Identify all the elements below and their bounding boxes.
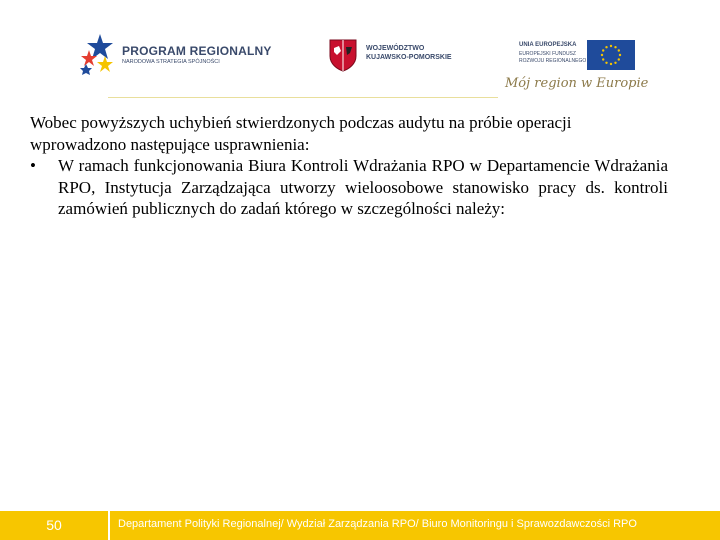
slogan: Mój region w Europie — [505, 76, 649, 91]
region-logo-line1: WOJEWÓDZTWO — [366, 45, 425, 52]
program-logo-subtitle: NARODOWA STRATEGIA SPÓJNOŚCI — [122, 59, 220, 65]
intro-paragraph: Wobec powyższych uchybień stwierdzonych podczas audytu na próbie operacji wprowadzono następujące usprawnienia: — [30, 113, 572, 154]
region-logo-line2: KUJAWSKO-POMORSKIE — [366, 54, 452, 61]
star-emblem-icon — [80, 32, 120, 77]
coat-of-arms-icon — [328, 38, 358, 72]
eu-flag-icon — [587, 40, 635, 70]
bullet-marker: • — [30, 156, 36, 175]
eu-logo-line1: UNIA EUROPEJSKA — [519, 42, 577, 48]
list-item — [30, 155, 668, 220]
program-logo-title: PROGRAM REGIONALNY — [122, 44, 272, 58]
eu-logo — [512, 38, 640, 74]
bullet-text: W ramach funkcjonowania Biura Kontroli Wdrażania RPO w Departamencie Wdrażania RPO, Instytucja Zarządzająca utworzy wieloosobowe stanowisko pracy ds. kontroli zamówień publicznych do zadań którego w szczególności należy: — [58, 156, 668, 218]
footer-text: Departament Polityki Regionalnej/ Wydział Zarządzania RPO/ Biuro Monitoringu i Sprawozdawczości RPO — [118, 518, 637, 530]
footer-bar — [0, 511, 720, 540]
footer-separator — [108, 511, 110, 540]
logo-bar — [0, 0, 720, 105]
wojewodztwo-logo — [328, 38, 478, 74]
header-divider — [108, 97, 498, 98]
eu-logo-line3: ROZWOJU REGIONALNEGO — [519, 58, 587, 64]
program-regionalny-logo — [80, 32, 280, 77]
page-number: 50 — [46, 517, 62, 533]
eu-logo-line2: EUROPEJSKI FUNDUSZ — [519, 51, 576, 57]
slide-content — [30, 112, 668, 220]
